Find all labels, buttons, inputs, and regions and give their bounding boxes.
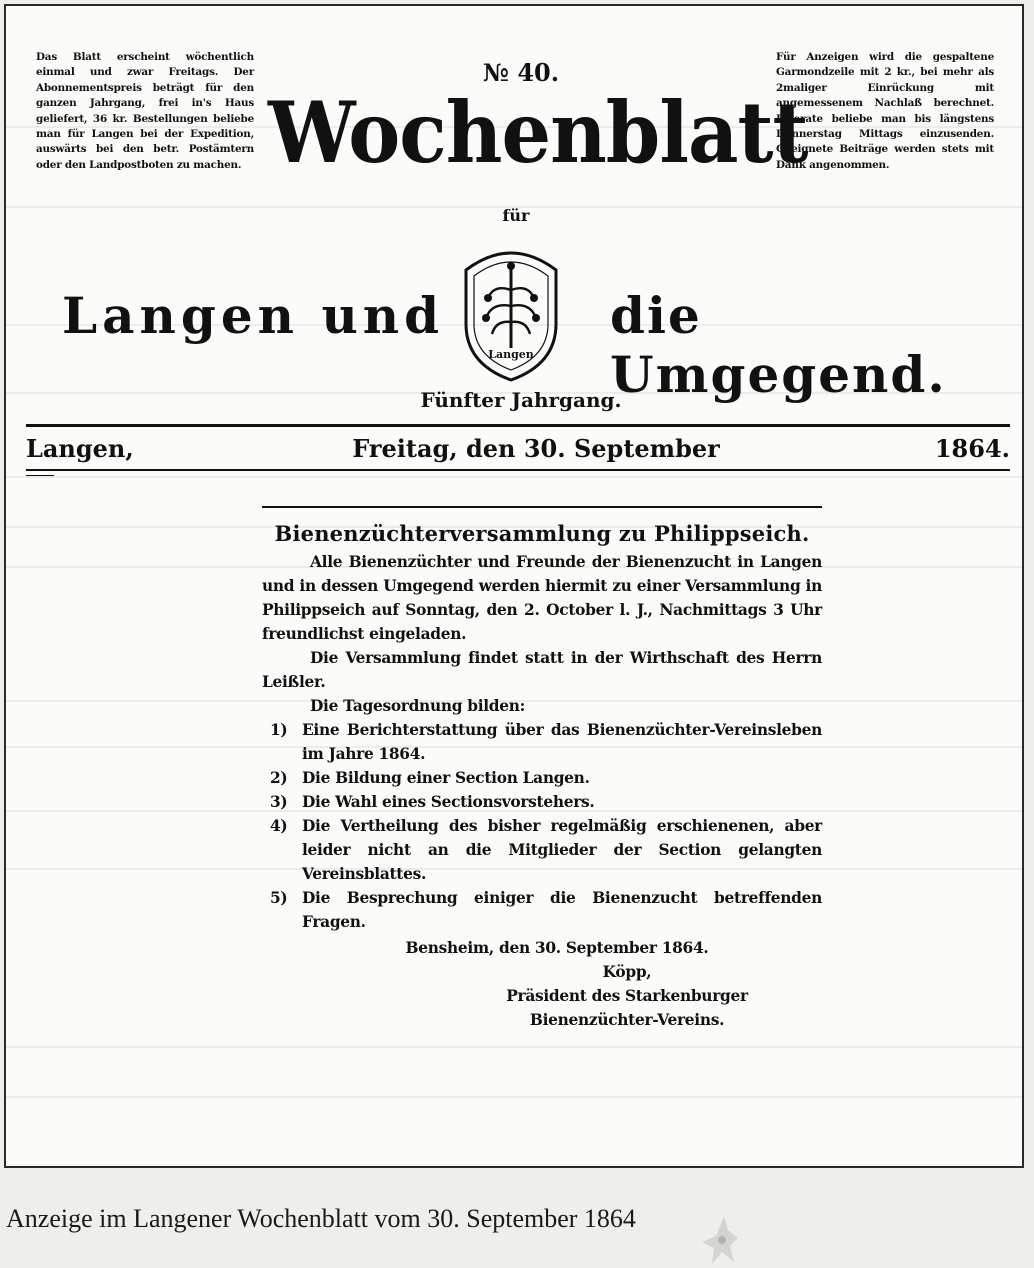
newspaper-title: Wochenblatt <box>268 84 808 183</box>
list-item: 5) Die Besprechung einiger die Bienenzucht betreffenden Fragen. <box>270 889 822 931</box>
signature-title-line1: Präsident des Starkenburger <box>506 987 748 1005</box>
dateline-place: Langen, <box>26 434 134 463</box>
subtitle-left: Langen und <box>62 286 445 345</box>
langen-coat-of-arms-icon <box>456 240 566 384</box>
newspaper-clipping <box>4 4 1024 1168</box>
advertising-info-box: Für Anzeigen wird die gespaltene Garmondzeile mit 2 kr., bei mehr als 2maliger Einrückung mit angemessenem Nachlaß berechnet. Inserate beliebe man bis längstens Donnerstag Mittags einzusenden. Geeignete Beiträge werden stets mit Dank angenommen. <box>776 51 994 171</box>
paper-stain-mark <box>694 1212 754 1268</box>
agenda-list <box>262 718 822 934</box>
list-item: 4) Die Vertheilung des bisher regelmäßig erschienenen, aber leider nicht an die Mitglieder der Section gelangten Vereinsblattes. <box>270 817 822 883</box>
dateline-year: 1864. <box>934 434 1010 463</box>
volume-label: Fünfter Jahrgang. <box>420 388 622 412</box>
crest-label: Langen <box>488 348 534 361</box>
ad-top-rule <box>262 506 822 508</box>
list-item: 1) Eine Berichterstattung über das Bienenzüchter-Vereinsleben im Jahre 1864. <box>270 721 822 763</box>
advertisement <box>262 506 822 1032</box>
ad-paragraph-venue: Die Versammlung findet statt in der Wirthschaft des Herrn Leißler. <box>262 649 822 691</box>
signature-name: Köpp, <box>602 963 652 981</box>
ad-paragraph-invitation: Alle Bienenzüchter und Freunde der Bienenzucht in Langen und in dessen Umgegend werden hiermit zu einer Versammlung in Philippseich auf Sonntag, den 2. October l. J., Nachmittags 3 Uhr freundlichst eingeladen. <box>262 553 822 643</box>
signature-title-line2: Bienenzüchter-Vereins. <box>529 1011 725 1029</box>
subscription-info-box: Das Blatt erscheint wöchentlich einmal und zwar Freitags. Der Abonnementspreis beträgt für den ganzen Jahrgang, frei in's Haus geliefert, 36 kr. Bestellungen beliebe man für Langen bei der Expedition, auswärts bei den betr. Postämtern oder den Landpostboten zu machen. <box>36 51 254 171</box>
short-rule <box>26 475 54 476</box>
title-fuer: für <box>502 206 530 225</box>
ad-place-date: Bensheim, den 30. September 1864. <box>405 939 709 957</box>
masthead-rule-bottom <box>26 469 1010 471</box>
dateline <box>26 434 1010 464</box>
dateline-date: Freitag, den 30. September <box>352 434 720 463</box>
list-item: 3) Die Wahl eines Sectionsvorstehers. <box>270 793 595 811</box>
issue-number: № 40. <box>482 58 560 87</box>
agenda-heading: Die Tagesordnung bilden: <box>310 697 526 715</box>
masthead-rule-top <box>26 424 1010 427</box>
subtitle-right: die Umgegend. <box>610 286 947 404</box>
list-item: 2) Die Bildung einer Section Langen. <box>270 769 590 787</box>
ad-heading: Bienenzüchterversammlung zu Philippseich. <box>274 521 810 546</box>
image-caption: Anzeige im Langener Wochenblatt vom 30. September 1864 <box>6 1204 636 1233</box>
